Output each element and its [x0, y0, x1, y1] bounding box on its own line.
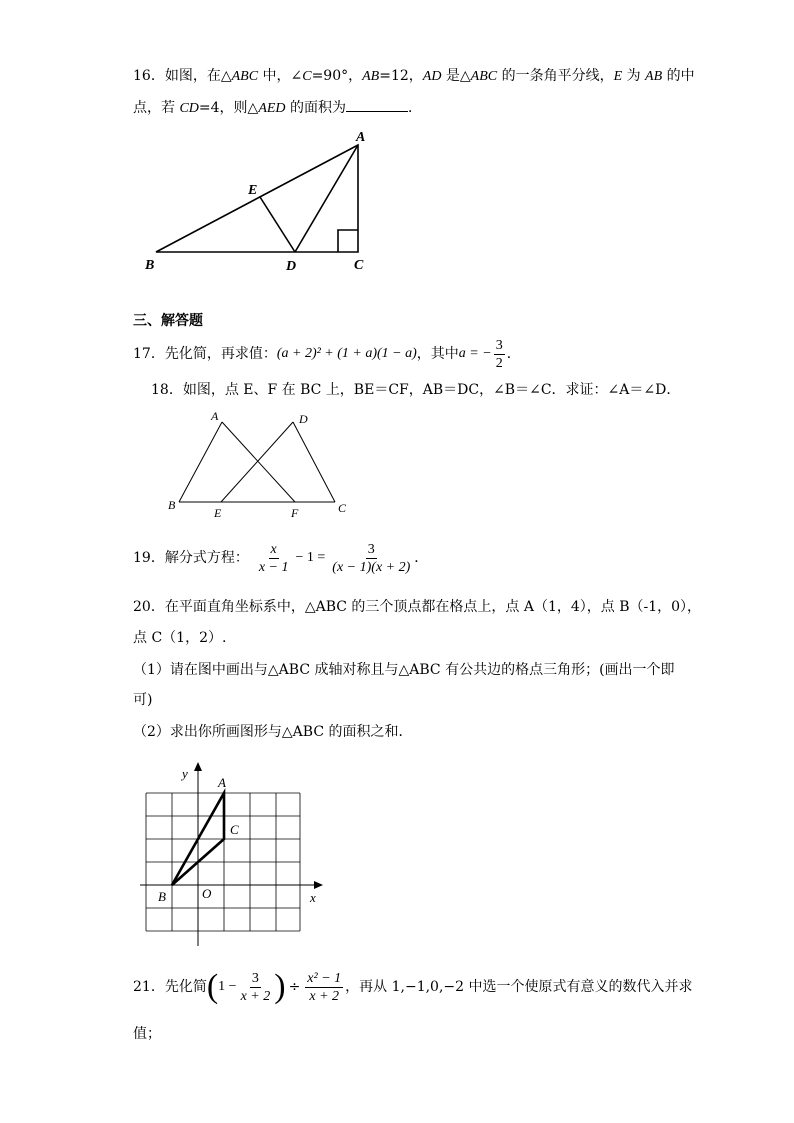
- fraction: [494, 337, 505, 372]
- q16-text: CD: [179, 101, 199, 116]
- q16-text: 是△: [441, 68, 471, 84]
- q16-text: C: [302, 69, 312, 84]
- fraction: [330, 541, 412, 576]
- label-b: B: [158, 889, 166, 904]
- label-c: C: [338, 501, 347, 515]
- label-c: C: [230, 822, 239, 837]
- label-a: A: [211, 409, 219, 423]
- q16-line1: [133, 66, 695, 87]
- q16-text: =12，: [379, 68, 423, 84]
- label-y: y: [182, 766, 188, 781]
- y-axis-arrow: [194, 762, 202, 771]
- divide-sign: ÷: [288, 979, 301, 995]
- denominator: 2: [495, 355, 503, 371]
- q16-text: 的一条角平分线，: [497, 68, 614, 84]
- q17: [133, 336, 521, 372]
- denominator: x − 1: [258, 559, 289, 575]
- denominator: x + 2: [309, 988, 340, 1004]
- coordinate-grid-figure: [140, 760, 340, 955]
- denominator: x + 2: [240, 988, 271, 1004]
- q17-prefix: 17．先化简，再求值：: [133, 346, 277, 362]
- q16-text: =90°，: [311, 68, 363, 84]
- q16-text: 点，若: [133, 100, 180, 116]
- q20-line1: 20．在平面直角坐标系中，△ABC 的三个顶点都在格点上，点 A（1，4），点 B（-1，0），: [133, 599, 702, 615]
- q17-var: a = −: [458, 346, 492, 361]
- q21-line1: [133, 964, 693, 1010]
- q20-line2: 点 C（1，2）.: [133, 630, 227, 646]
- q21-line2: 值；: [133, 1026, 161, 1042]
- q16-triangle-figure: [140, 128, 380, 278]
- q16-text: 的中: [662, 68, 695, 84]
- q19-mid: − 1 =: [295, 550, 326, 565]
- label-a: A: [356, 130, 366, 145]
- q16-text: ABC: [470, 69, 498, 84]
- fraction: [257, 541, 291, 576]
- q21-one-minus: 1 −: [218, 979, 237, 994]
- q16-text: AD: [422, 69, 442, 84]
- q18-figure: [160, 405, 360, 525]
- label-b: B: [145, 258, 155, 273]
- label-f: F: [291, 506, 299, 520]
- label-a: A: [218, 775, 226, 790]
- label-e: E: [248, 183, 258, 198]
- q16-text: 16．如图，在△: [133, 68, 232, 84]
- q17-end: ．: [506, 346, 521, 362]
- q21-suffix: ，再从 1,−1,0,−2 中选一个使原式有意义的数代入并求: [345, 979, 693, 995]
- section-title: 三、解答题: [133, 313, 203, 329]
- segment-dc: [293, 422, 335, 502]
- label-b: B: [168, 498, 176, 512]
- numerator: x: [270, 541, 277, 557]
- fraction: [239, 970, 273, 1005]
- q18-text: 18．如图，点 E、F 在 BC 上，BE＝CF，AB＝DC，∠B＝∠C．求证：∠A＝∠D．: [151, 382, 681, 398]
- q19: [133, 536, 428, 580]
- q16-text: ．: [407, 100, 422, 116]
- q17-expression: (a + 2)² + (1 + a)(1 − a): [276, 346, 417, 361]
- right-paren: ): [274, 968, 286, 1005]
- label-d: D: [299, 412, 308, 426]
- q16-text: E: [613, 69, 623, 84]
- segment-ab: [179, 422, 222, 502]
- label-o: O: [202, 886, 212, 901]
- segment-ed: [260, 197, 295, 252]
- label-x: x: [310, 890, 316, 905]
- segment-af: [222, 422, 295, 502]
- fraction: [305, 970, 343, 1005]
- q20-line4: 可): [133, 692, 153, 708]
- q16-text: 的面积为: [285, 100, 346, 116]
- q20-line5: （2）求出你所画图形与△ABC 的面积之和．: [133, 724, 413, 740]
- label-c: C: [354, 258, 364, 273]
- q21-prefix: 21．先化简: [133, 979, 207, 995]
- q16-text: =4，则△: [198, 100, 259, 116]
- q16-text: 中，∠: [258, 68, 303, 84]
- answer-blank[interactable]: [346, 98, 408, 112]
- q17-mid: ，其中: [416, 346, 459, 362]
- segment-de: [221, 422, 293, 502]
- left-paren: (: [206, 968, 219, 1005]
- q19-prefix: 19．解分式方程：: [133, 550, 249, 566]
- right-angle-mark: [338, 230, 358, 252]
- numerator: 3: [367, 541, 375, 557]
- q16-text: AB: [645, 69, 663, 84]
- x-axis-arrow: [314, 881, 323, 889]
- label-e: E: [214, 506, 222, 520]
- q16-line2: [133, 98, 422, 119]
- numerator: 3: [495, 337, 503, 353]
- q16-text: ABC: [231, 69, 259, 84]
- triangle-abc: [156, 145, 358, 252]
- denominator: (x − 1)(x + 2): [332, 559, 411, 575]
- q19-end: ．: [414, 550, 429, 566]
- q16-text: AB: [362, 69, 380, 84]
- label-d: D: [286, 259, 297, 274]
- q20-line3: （1）请在图中画出与△ABC 成轴对称且与△ABC 有公共边的格点三角形；(画出一个即: [133, 662, 675, 678]
- q16-text: 为: [622, 68, 646, 84]
- numerator: x² − 1: [307, 970, 342, 986]
- q16-text: AED: [258, 101, 286, 116]
- numerator: 3: [251, 970, 259, 986]
